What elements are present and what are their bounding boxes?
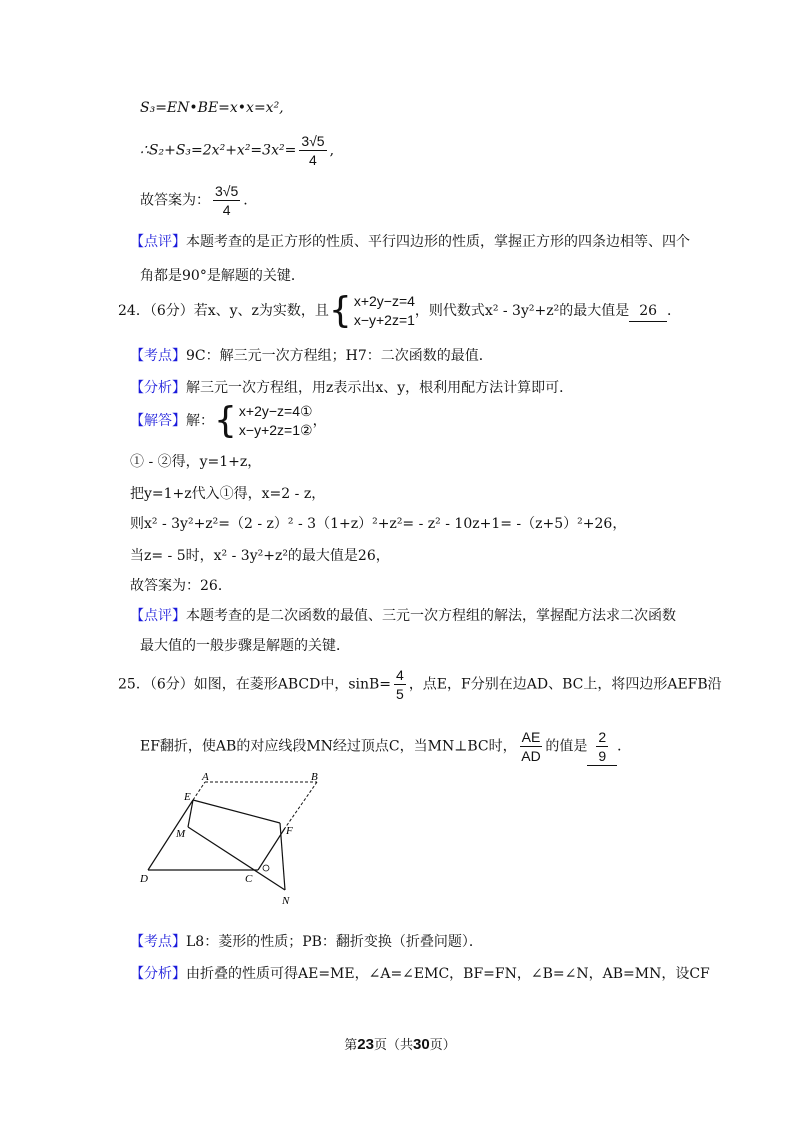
footer-page-number: 23 (357, 1036, 374, 1053)
footer-post: 页） (429, 1037, 456, 1052)
sum-prefix: ∴S₂+S₃=2x²+x²=3x²= (140, 142, 297, 159)
fraction-ae-ad (520, 728, 543, 765)
q25-text-c: EF翻折，使AB的对应线段MN经过顶点C，当MN⊥BC时， (140, 738, 517, 755)
sum-suffix: , (329, 142, 335, 159)
question-25-line1 (118, 666, 722, 703)
brace-icon: { (214, 400, 237, 441)
tag-fenxi: 【分析】 (130, 380, 186, 396)
question-25-line2 (140, 728, 631, 766)
answer-label: 故答案为： (140, 192, 210, 209)
footer-mid: 页（共 (373, 1037, 413, 1052)
q24-answer: 26 (629, 301, 667, 322)
q25-text-d: 的值是 (545, 738, 588, 755)
edge-bf-dashed (285, 782, 317, 828)
jieda-24 (130, 402, 327, 440)
frac-num: 3√5 (215, 183, 239, 199)
tag-comment: 【点评】 (130, 608, 186, 624)
step-5: 故答案为：26． (130, 578, 232, 594)
eq1: x+2y−z=4 (353, 293, 415, 309)
q25-answer (587, 728, 617, 766)
question-24 (118, 292, 681, 330)
fraction-sinb (394, 666, 406, 703)
frac-den: 4 (309, 152, 317, 168)
page-footer (0, 1034, 800, 1053)
fraction-answer-23 (213, 182, 240, 219)
q25-end: ． (617, 738, 632, 755)
eq2-circled: x−y+2z=1② (238, 422, 313, 438)
edge-fn (280, 823, 285, 890)
comment-text: 本题考查的是二次函数的最值、三元一次方程组的解法，掌握配方法求二次函数 (186, 608, 676, 624)
eq1-circled: x+2y−z=4① (238, 403, 313, 419)
label-m: M (176, 828, 186, 840)
kaodian-25 (130, 932, 483, 952)
step-4: 当z= - 5时，x² - 3y²+z²的最大值是26， (130, 548, 390, 564)
q25-text-a: 25．（6分）如图，在菱形ABCD中，sinB= (118, 676, 392, 693)
comment-24-line1 (130, 606, 676, 626)
eq2: x−y+2z=1 (353, 312, 415, 328)
frac-den: AD (521, 748, 541, 764)
comma: ， (312, 413, 327, 429)
frac-num: 2 (598, 729, 607, 745)
fraction-3sqrt5-over-4 (299, 132, 326, 169)
equation-system-circled (239, 402, 313, 440)
jie-label: 解： (186, 413, 214, 429)
comment-23-line1 (130, 232, 690, 252)
tag-comment: 【点评】 (130, 234, 186, 250)
kaodian-text: L8：菱形的性质；PB：翻折变换（折叠问题）． (186, 934, 483, 950)
footer-total-pages: 30 (413, 1036, 430, 1053)
point-o-marker (263, 865, 269, 871)
label-n: N (282, 895, 290, 907)
step-1: ① - ②得，y=1+z， (130, 454, 262, 470)
fenxi-text: 由折叠的性质可得AE=ME，∠A=∠EMC，BF=FN，∠B=∠N，AB=MN，设CF (186, 966, 710, 982)
frac-den: 4 (222, 202, 231, 218)
q25-text-b: ，点E，F分别在边AD、BC上，将四边形AEFB沿 (408, 676, 722, 693)
step-3: 则x² - 3y²+z²=（2 - z）² - 3（1+z）²+z²= - z² - 10z+1= -（z+5）²+26， (130, 516, 627, 532)
edge-ef (193, 800, 280, 823)
label-c: C (245, 873, 253, 885)
sum-line (140, 132, 334, 169)
frac-den: 9 (598, 748, 607, 764)
label-f: F (286, 825, 293, 837)
s3-line: S₃=EN•BE=x•x=x², (140, 100, 284, 116)
brace-icon: { (328, 290, 352, 331)
fenxi-24 (130, 378, 573, 398)
q24-prefix: 24．（6分）若x、y、z为实数，且 (118, 303, 329, 319)
label-d: D (140, 873, 148, 885)
comment-text: 本题考查的是正方形的性质、平行四边形的性质，掌握正方形的四条边相等、四个 (186, 234, 690, 250)
step-2: 把y=1+z代入①得，x=2 - z， (130, 486, 326, 502)
frac-num: 4 (396, 667, 404, 683)
tag-kaodian: 【考点】 (130, 934, 186, 950)
frac-num: AE (521, 729, 541, 745)
comment-24-line2: 最大值的一般步骤是解题的关键． (140, 638, 350, 654)
tag-jieda: 【解答】 (130, 413, 186, 429)
edge-ed (148, 800, 193, 870)
frac-den: 5 (396, 686, 404, 702)
kaodian-24 (130, 346, 493, 366)
footer-pre: 第 (344, 1037, 358, 1052)
kaodian-text: 9C：解三元一次方程组；H7：二次函数的最值． (186, 348, 493, 364)
edge-ae-dashed (193, 782, 205, 800)
frac-num: 3√5 (301, 133, 325, 149)
label-b: B (311, 771, 318, 783)
label-a: A (202, 771, 209, 783)
rhombus-fold-figure (130, 770, 330, 910)
fenxi-text: 解三元一次方程组，用z表示出x、y，根利用配方法计算即可． (186, 380, 574, 396)
label-e: E (184, 791, 191, 803)
answer-line-23 (140, 182, 248, 219)
fenxi-25 (130, 964, 710, 984)
comment-23-line2: 角都是90°是解题的关键． (140, 268, 305, 284)
q24-end: ． (667, 303, 682, 319)
edge-mn (188, 827, 285, 890)
equation-system (354, 292, 415, 330)
q24-mid: ，则代数式x² - 3y²+z²的最大值是 (414, 303, 630, 319)
answer-suffix: . (243, 192, 248, 209)
tag-kaodian: 【考点】 (130, 348, 186, 364)
tag-fenxi: 【分析】 (130, 966, 186, 982)
